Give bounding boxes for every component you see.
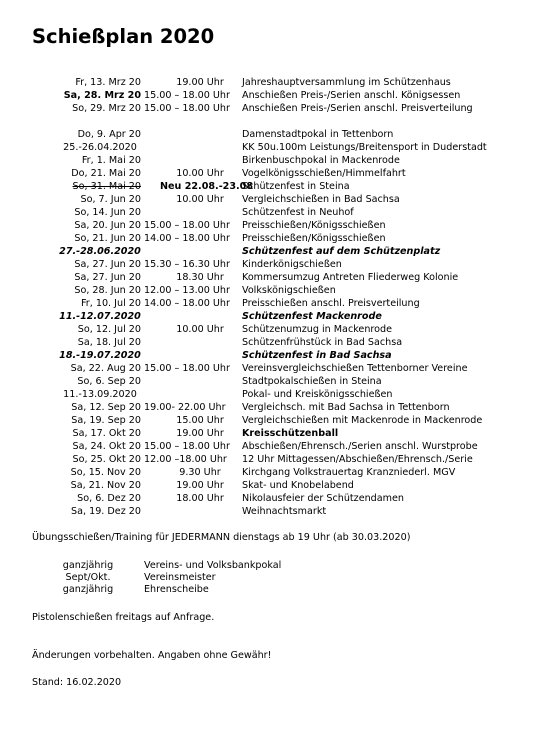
- event-date: So, 25. Okt 20: [72, 454, 141, 465]
- event-time: 15.00 – 18.00 Uhr: [144, 441, 230, 452]
- event-name: Weihnachtsmarkt: [242, 506, 327, 517]
- event-name: Preisschießen/Königsschießen: [242, 233, 386, 244]
- event-date: Sa, 18. Jul 20: [77, 337, 141, 348]
- schedule-row: [0, 323, 539, 336]
- year-round-period: Sept/Okt.: [65, 572, 111, 583]
- event-date: Fr, 13. Mrz 20: [75, 77, 141, 88]
- event-date: Fr, 10. Jul 20: [80, 298, 141, 309]
- event-date: 11.-12.07.2020: [59, 311, 141, 322]
- event-date: Do, 21. Mai 20: [71, 168, 141, 179]
- event-time: 10.00 Uhr: [176, 324, 224, 335]
- event-time: 19.00 Uhr: [176, 428, 224, 439]
- event-name: Volkskönigschießen: [242, 285, 336, 296]
- event-time: 10.00 Uhr: [176, 194, 224, 205]
- year-round-item: Vereinsmeister: [144, 572, 216, 583]
- event-time: 18.30 Uhr: [176, 272, 224, 283]
- event-time: 19.00- 22.00 Uhr: [144, 402, 226, 413]
- event-time: 15.30 – 16.30 Uhr: [144, 259, 230, 270]
- event-date: 27.-28.06.2020: [59, 246, 141, 257]
- event-time: 14.00 – 18.00 Uhr: [144, 233, 230, 244]
- event-time: 12.00 – 13.00 Uhr: [144, 285, 230, 296]
- event-date: Sa, 22. Aug 20: [70, 363, 141, 374]
- event-time: 18.00 Uhr: [176, 493, 224, 504]
- schedule-row: [0, 245, 539, 258]
- event-date: 18.-19.07.2020: [59, 350, 141, 361]
- event-date: So, 6. Sep 20: [77, 376, 141, 387]
- event-name: Jahreshauptversammlung im Schützenhaus: [242, 77, 451, 88]
- event-name: Anschießen Preis-/Serien anschl. Preisverteilung: [242, 103, 473, 114]
- event-name: Kreisschützenball: [242, 428, 339, 439]
- schedule-row: [0, 401, 539, 414]
- event-name: Preisschießen anschl. Preisverteilung: [242, 298, 420, 309]
- event-date: 25.-26.04.2020: [63, 142, 137, 153]
- event-date: Sa, 19. Dez 20: [71, 506, 141, 517]
- schedule-row: [0, 310, 539, 323]
- event-date: Sa, 12. Sep 20: [71, 402, 141, 413]
- event-time: 15.00 Uhr: [176, 415, 224, 426]
- event-name: Pokal- und Kreiskönigsschießen: [242, 389, 393, 400]
- pistol-note: Pistolenschießen freitags auf Anfrage.: [32, 612, 215, 623]
- event-name: Vergleichsch. mit Bad Sachsa in Tettenborn: [242, 402, 450, 413]
- schedule-row: [0, 297, 539, 310]
- schedule-row: [0, 375, 539, 388]
- event-name: Anschießen Preis-/Serien anschl. Königsessen: [242, 90, 461, 101]
- event-date: Sa, 17. Okt 20: [72, 428, 141, 439]
- event-name: Vergleichschießen in Bad Sachsa: [242, 194, 400, 205]
- schedule-row: [0, 232, 539, 245]
- event-name: KK 50u.100m Leistungs/Breitensport in Duderstadt: [242, 142, 487, 153]
- schedule-row: [0, 440, 539, 453]
- event-date: Fr, 1. Mai 20: [81, 155, 141, 166]
- event-name: Preisschießen/Königsschießen: [242, 220, 386, 231]
- event-time: 15.00 – 18.00 Uhr: [144, 90, 230, 101]
- schedule-row: [0, 349, 539, 362]
- event-date: Sa, 27. Jun 20: [74, 272, 141, 283]
- event-date: Sa, 27. Jun 20: [74, 259, 141, 270]
- event-name: Kommersumzug Antreten Fliederweg Kolonie: [242, 272, 459, 283]
- event-date: So, 12. Jul 20: [77, 324, 141, 335]
- event-date: Do, 9. Apr 20: [77, 129, 141, 140]
- event-name: Abschießen/Ehrensch./Serien anschl. Wurstprobe: [242, 441, 478, 452]
- event-name: Schützenfrühstück in Bad Sachsa: [242, 337, 403, 348]
- event-name: Kinderkönigschießen: [242, 259, 342, 270]
- schedule-row: [0, 206, 539, 219]
- year-round-period: ganzjährig: [62, 584, 114, 595]
- event-time: 12.00 –18.00 Uhr: [144, 454, 227, 465]
- event-name: Schützenfest auf dem Schützenplatz: [242, 246, 441, 257]
- schedule-row: [0, 141, 539, 154]
- schedule-row: [0, 167, 539, 180]
- event-name: Vereinsvergleichschießen Tettenborner Vereine: [242, 363, 468, 374]
- stand-note: Stand: 16.02.2020: [32, 677, 122, 688]
- schedule-row: [0, 414, 539, 427]
- event-name: Vergleichschießen mit Mackenrode in Mackenrode: [242, 415, 483, 426]
- training-note: Übungsschießen/Training für JEDERMANN dienstags ab 19 Uhr (ab 30.03.2020): [32, 532, 411, 543]
- schedule-row: [0, 193, 539, 206]
- event-time: 19.00 Uhr: [176, 480, 224, 491]
- event-name: Birkenbuschpokal in Mackenrode: [242, 155, 400, 166]
- schedule-row: [0, 427, 539, 440]
- year-round-item: Ehrenscheibe: [144, 584, 209, 595]
- schedule-row: [0, 219, 539, 232]
- schedule-row: [0, 154, 539, 167]
- event-name: Schützenfest Mackenrode: [242, 311, 382, 322]
- schedule-row: [0, 271, 539, 284]
- event-date: 11.-13.09.2020: [63, 389, 137, 400]
- schedule-row: [0, 388, 539, 401]
- year-round-period: ganzjährig: [62, 560, 114, 571]
- page-title: Schießplan 2020: [32, 25, 215, 48]
- event-time: 15.00 – 18.00 Uhr: [144, 363, 230, 374]
- event-name: Kirchgang Volkstrauertag Kranzniederl. MGV: [242, 467, 456, 478]
- event-name: Schützenfest in Neuhof: [242, 207, 354, 218]
- event-name: Stadtpokalschießen in Steina: [242, 376, 382, 387]
- schedule-row: [0, 180, 539, 193]
- event-date: So, 21. Jun 20: [74, 233, 141, 244]
- event-name: Damenstadtpokal in Tettenborn: [242, 129, 394, 140]
- schedule-row: [0, 505, 539, 518]
- schedule-row: [0, 466, 539, 479]
- event-date: Sa, 24. Okt 20: [72, 441, 141, 452]
- event-date: So, 15. Nov 20: [70, 467, 141, 478]
- event-date: So, 29. Mrz 20: [72, 103, 141, 114]
- schedule-row: [0, 258, 539, 271]
- schedule-row: [0, 128, 539, 141]
- event-time: 9.30 Uhr: [179, 467, 221, 478]
- event-time: Neu 22.08.-23.08: [160, 181, 254, 192]
- disclaimer-note: Änderungen vorbehalten. Angaben ohne Gewähr!: [32, 650, 272, 661]
- schedule-row: [0, 336, 539, 349]
- event-date: So, 31. Mai 20: [72, 181, 141, 192]
- year-round-item: Vereins- und Volksbankpokal: [144, 560, 282, 571]
- event-date: So, 7. Jun 20: [80, 194, 141, 205]
- schedule-row: [0, 479, 539, 492]
- event-name: Skat- und Knobelabend: [242, 480, 354, 491]
- event-name: Nikolausfeier der Schützendamen: [242, 493, 404, 504]
- schedule-row: [0, 284, 539, 297]
- event-date: Sa, 21. Nov 20: [70, 480, 141, 491]
- event-time: 14.00 – 18.00 Uhr: [144, 298, 230, 309]
- event-date: Sa, 19. Sep 20: [71, 415, 141, 426]
- schedule-row: [0, 453, 539, 466]
- event-time: 15.00 – 18.00 Uhr: [144, 103, 230, 114]
- schedule-row: [0, 102, 539, 115]
- event-name: 12 Uhr Mittagessen/Abschießen/Ehrensch./Serie: [242, 454, 473, 465]
- event-name: Schützenfest in Steina: [242, 181, 350, 192]
- event-time: 15.00 – 18.00 Uhr: [144, 220, 230, 231]
- event-time: 19.00 Uhr: [176, 77, 224, 88]
- event-date: So, 28. Jun 20: [74, 285, 141, 296]
- event-date: So, 6. Dez 20: [77, 493, 141, 504]
- event-name: Vogelkönigsschießen/Himmelfahrt: [242, 168, 406, 179]
- schedule-row: [0, 89, 539, 102]
- event-time: 10.00 Uhr: [176, 168, 224, 179]
- schedule-row: [0, 362, 539, 375]
- event-date: Sa, 28. Mrz 20: [63, 90, 141, 101]
- schedule-row: [0, 492, 539, 505]
- event-date: Sa, 20. Jun 20: [74, 220, 141, 231]
- schedule-row: [0, 76, 539, 89]
- event-name: Schützenumzug in Mackenrode: [242, 324, 393, 335]
- event-name: Schützenfest in Bad Sachsa: [242, 350, 392, 361]
- event-date: So, 14. Jun 20: [74, 207, 141, 218]
